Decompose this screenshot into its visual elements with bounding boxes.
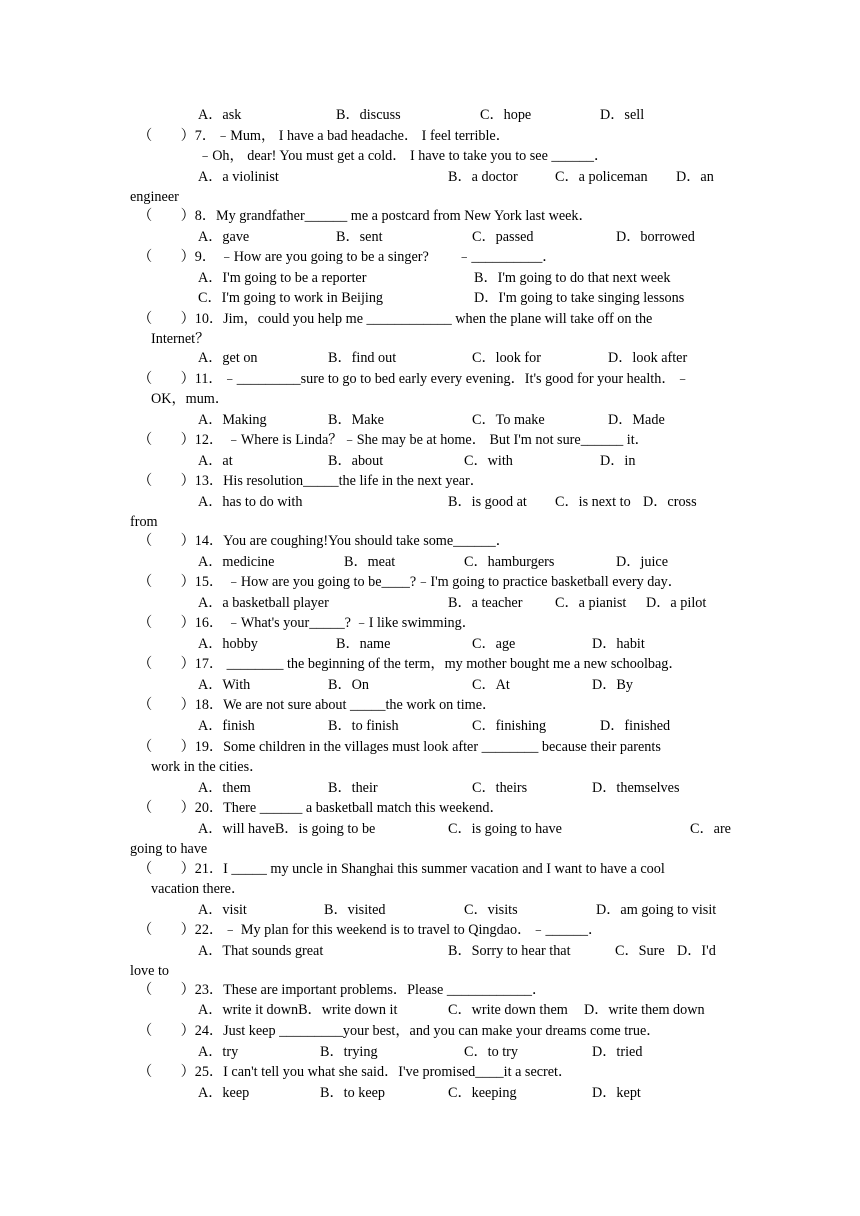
- line-text: work in the cities．: [151, 759, 264, 775]
- option-text: C．are: [690, 821, 731, 837]
- line-text: （ ）13．His resolution_____the life in the next year．: [138, 473, 484, 489]
- line-text: （ ）24．Just keep _________your best，and you can make your dreams come true．: [138, 1023, 661, 1039]
- option-text: D．borrowed: [616, 229, 695, 245]
- option-text: C．keeping: [448, 1085, 517, 1101]
- option-text: C．At: [472, 677, 510, 693]
- line-text: （ ）11．﹣_________sure to go to bed early every evening．It's good for your health．﹣: [138, 371, 690, 387]
- line-text: （ ）20．There ______ a basketball match this weekend．: [138, 800, 504, 816]
- option-text: C．a pianist: [555, 595, 627, 611]
- line-text: love to: [130, 963, 170, 979]
- option-text: B．visited: [324, 902, 386, 918]
- line-text: （ ）25．I can't tell you what she said．I've promised____it a secret．: [138, 1064, 573, 1080]
- option-text: D．themselves: [592, 780, 680, 796]
- line-text: A．medicine: [198, 554, 275, 570]
- line-text: going to have: [130, 841, 208, 857]
- option-text: C．theirs: [472, 780, 528, 796]
- option-text: C．write down them: [448, 1002, 568, 1018]
- line-text: A．a violinist: [198, 169, 279, 185]
- line-text: A．Making: [198, 412, 267, 428]
- option-text: C．look for: [472, 350, 541, 366]
- option-text: B．name: [336, 636, 391, 652]
- option-text: B．trying: [320, 1044, 378, 1060]
- option-text: D．kept: [592, 1085, 641, 1101]
- line-text: （ ）21．I _____ my uncle in Shanghai this summer vacation and I want to have a cool: [138, 861, 665, 877]
- line-text: A．get on: [198, 350, 258, 366]
- line-text: （ ）18．We are not sure about _____the work on time．: [138, 697, 497, 713]
- option-text: C．is going to have: [448, 821, 562, 837]
- line-text: （ ）10．Jim，could you help me ____________ when the plane will take off on the: [138, 311, 653, 327]
- line-text: A．has to do with: [198, 494, 303, 510]
- option-text: C．To make: [472, 412, 545, 428]
- option-text: C．passed: [472, 229, 534, 245]
- option-text: B．find out: [328, 350, 397, 366]
- option-text: B．a teacher: [448, 595, 523, 611]
- option-text: C．age: [472, 636, 516, 652]
- line-text: （ ）9． ﹣How are you going to be a singer? ﹣__________．: [138, 249, 557, 265]
- line-text: A．finish: [198, 718, 255, 734]
- option-text: D．cross: [643, 494, 697, 510]
- option-text: B．meat: [344, 554, 396, 570]
- option-text: C．hamburgers: [464, 554, 555, 570]
- line-text: A．With: [198, 677, 251, 693]
- option-text: C．Sure: [615, 943, 665, 959]
- option-text: C．is next to: [555, 494, 631, 510]
- line-text: （ ）19．Some children in the villages must look after ________ because their parents: [138, 739, 661, 755]
- option-text: D．a pilot: [646, 595, 707, 611]
- option-text: B．to keep: [320, 1085, 386, 1101]
- option-text: B．is good at: [448, 494, 527, 510]
- line-text: （ ）16． ﹣What's your_____? ﹣I like swimming．: [138, 615, 476, 631]
- option-text: D．in: [600, 453, 636, 469]
- option-text: C．with: [464, 453, 513, 469]
- line-text: A．at: [198, 453, 233, 469]
- line-text: A．visit: [198, 902, 247, 918]
- option-text: D．look after: [608, 350, 688, 366]
- line-text: A．hobby: [198, 636, 258, 652]
- line-text: （ ）7．﹣Mum， I have a bad headache． I feel terrible．: [138, 128, 510, 144]
- line-text: （ ）22．﹣ My plan for this weekend is to travel to Qingdao．﹣______．: [138, 922, 603, 938]
- line-text: （ ）14．You are coughing!You should take some______．: [138, 533, 510, 549]
- line-text: vacation there．: [151, 881, 246, 897]
- option-text: B．a doctor: [448, 169, 518, 185]
- option-text: C．hope: [480, 107, 532, 123]
- line-text: A．will haveB．is going to be: [198, 821, 376, 837]
- line-text: OK，mum．: [151, 391, 230, 407]
- line-text: A．write it downB．write down it: [198, 1002, 398, 1018]
- option-text: D．tried: [592, 1044, 643, 1060]
- option-text: D．Made: [608, 412, 665, 428]
- option-text: D．juice: [616, 554, 669, 570]
- line-text: A．a basketball player: [198, 595, 329, 611]
- line-text: A．That sounds great: [198, 943, 324, 959]
- option-text: B．On: [328, 677, 369, 693]
- option-text: C．visits: [464, 902, 518, 918]
- option-text: C．finishing: [472, 718, 547, 734]
- option-text: C．a policeman: [555, 169, 648, 185]
- option-text: B．about: [328, 453, 384, 469]
- option-text: B．Make: [328, 412, 384, 428]
- line-text: （ ）17． ________ the beginning of the term，my mother bought me a new schoolbag．: [138, 656, 683, 672]
- line-text: A．keep: [198, 1085, 250, 1101]
- line-text: A．gave: [198, 229, 250, 245]
- option-text: D．am going to visit: [596, 902, 717, 918]
- option-text: D．I'd: [677, 943, 716, 959]
- option-text: D．I'm going to take singing lessons: [474, 290, 685, 306]
- option-text: B．their: [328, 780, 378, 796]
- option-text: D．By: [592, 677, 633, 693]
- line-text: engineer: [130, 189, 179, 205]
- option-text: B．I'm going to do that next week: [474, 270, 671, 286]
- option-text: D．finished: [600, 718, 671, 734]
- option-text: B．sent: [336, 229, 383, 245]
- line-text: （ ）23．These are important problems．Please ____________．: [138, 982, 547, 998]
- line-text: A．I'm going to be a reporter: [198, 270, 367, 286]
- line-text: A．them: [198, 780, 251, 796]
- option-text: C．to try: [464, 1044, 518, 1060]
- option-text: D．an: [676, 169, 714, 185]
- line-text: （ ）15． ﹣How are you going to be____?﹣I'm going to practice basketball every day．: [138, 574, 682, 590]
- line-text: ﹣Oh， dear! You must get a cold． I have to take you to see ______．: [198, 148, 609, 164]
- option-text: B．discuss: [336, 107, 401, 123]
- option-text: B．to finish: [328, 718, 399, 734]
- line-text: from: [130, 514, 158, 530]
- option-text: D．write them down: [584, 1002, 705, 1018]
- option-text: D．habit: [592, 636, 645, 652]
- line-text: A．try: [198, 1044, 239, 1060]
- line-text: Internet？: [151, 331, 210, 347]
- line-text: （ ）8．My grandfather______ me a postcard from New York last week．: [138, 208, 593, 224]
- line-text: A．ask: [198, 107, 242, 123]
- option-text: B．Sorry to hear that: [448, 943, 571, 959]
- line-text: （ ）12． ﹣Where is Linda？﹣She may be at home． But I'm not sure______ it．: [138, 432, 649, 448]
- line-text: C．I'm going to work in Beijing: [198, 290, 384, 306]
- option-text: D．sell: [600, 107, 645, 123]
